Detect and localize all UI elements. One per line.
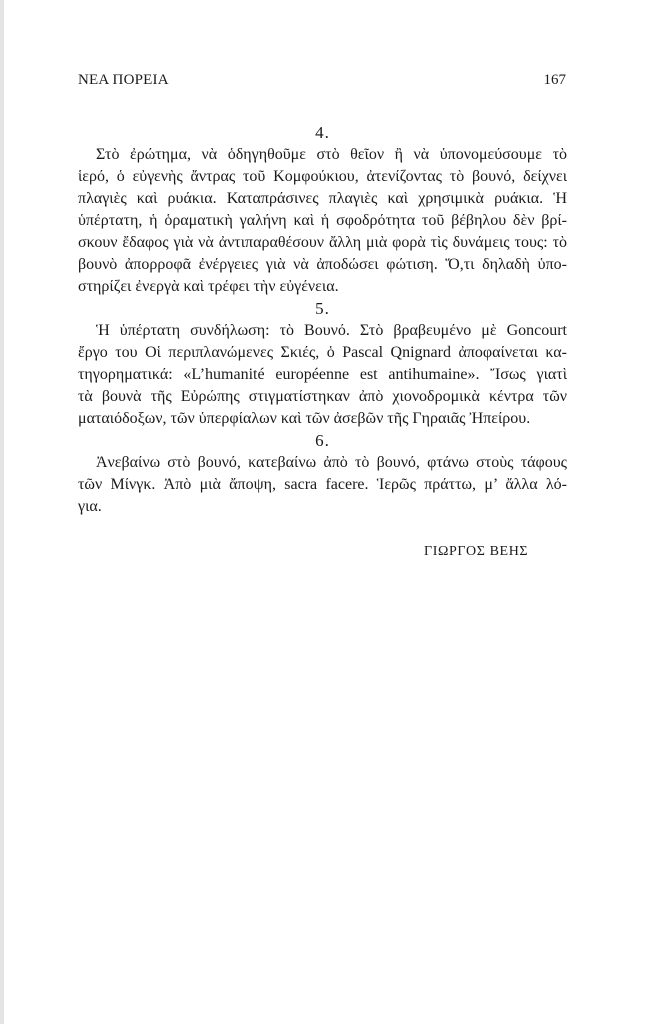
paragraph bbox=[78, 452, 567, 518]
article-body bbox=[78, 122, 567, 518]
text-line: για. bbox=[78, 498, 102, 515]
text-line: Ἡ ὑπέρτατη συνδήλωση: τὸ Βουνό. Στὸ βραβευμένο μὲ Goncourt bbox=[96, 322, 567, 339]
section-5 bbox=[78, 298, 567, 430]
text-line: ἔργο του Οἱ περιπλανώμενες Σκιές, ὁ Pascal Qnignard ἀποφαίνεται κα- bbox=[78, 344, 567, 361]
section-number: 6. bbox=[315, 431, 330, 450]
author-signature: ΓΙΩΡΓΟΣ ΒΕΗΣ bbox=[424, 544, 529, 559]
section-number: 5. bbox=[315, 299, 330, 318]
text-line: τὰ βουνὰ τῆς Εὐρώπης στιγματίστηκαν ἀπὸ χιονοδρομικὰ κέντρα τῶν bbox=[78, 388, 567, 405]
text-line: ὑπέρτατη, ἡ ὁραματικὴ γαλήνη καὶ ἡ σφοδρότητα τοῦ βέβηλου δὲν βρί- bbox=[78, 212, 567, 229]
text-line: σκουν ἔδαφος γιὰ νὰ ἀντιπαραθέσουν ἄλλη μιὰ φορὰ τὶς δυνάμεις τους: τὸ bbox=[78, 234, 567, 251]
section-6 bbox=[78, 430, 567, 518]
text-line: βουνὸ ἀπορροφᾶ ἐνέργειες γιὰ νὰ ἀποδώσει φώτιση. Ὅ,τι δηλαδὴ ὑπο- bbox=[78, 256, 567, 273]
text-line: Ἀνεβαίνω στὸ βουνό, κατεβαίνω ἀπὸ τὸ βουνό, φτάνω στοὺς τάφους bbox=[96, 454, 567, 471]
text-line: Στὸ ἐρώτημα, νὰ ὁδηγηθοῦμε στὸ θεῖον ἢ νὰ ὑπονομεύσουμε τὸ bbox=[96, 146, 567, 163]
paragraph bbox=[78, 320, 567, 430]
text-line: πλαγιὲς καὶ ρυάκια. Καταπράσινες πλαγιὲς καὶ χρησιμικὰ ρυάκια. Ἡ bbox=[78, 190, 567, 207]
paragraph bbox=[78, 144, 567, 298]
section-4 bbox=[78, 122, 567, 298]
text-line: στηρίζει ἐνεργὰ καὶ τρέφει τὴν εὐγένεια. bbox=[78, 278, 339, 295]
text-line: τῶν Μίνγκ. Ἀπὸ μιὰ ἄποψη, sacra facere. Ἱερῶς πράττω, μ’ ἄλλα λό- bbox=[78, 476, 567, 493]
page-edge-shadow bbox=[0, 0, 4, 1024]
page-number: 167 bbox=[543, 72, 566, 88]
running-title: ΝΕΑ ΠΟΡΕΙΑ bbox=[78, 72, 169, 88]
section-number: 4. bbox=[315, 123, 330, 142]
text-line: τηγορηματικά: «L’humanité européenne est antihumaine». Ἴσως γιατὶ bbox=[78, 366, 567, 383]
text-line: ματαιόδοξων, τῶν ὑπερφίαλων καὶ τῶν ἀσεβῶν τῆς Γηραιᾶς Ἠπείρου. bbox=[78, 410, 531, 427]
text-line: ἱερό, ὁ εὐγενὴς ἄντρας τοῦ Κομφούκιου, ἀτενίζοντας τὸ βουνό, δείχνει bbox=[78, 168, 567, 185]
